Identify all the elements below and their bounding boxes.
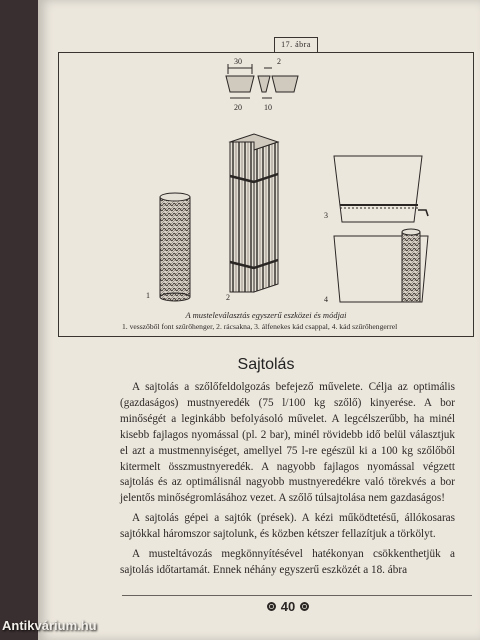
section-heading: Sajtolás <box>237 356 295 373</box>
slat-profile-drawing <box>226 64 298 98</box>
part-number-3: 3 <box>324 211 328 220</box>
part-number-2: 2 <box>226 293 230 302</box>
watermark: Antikvárium.hu <box>2 618 97 633</box>
vat-with-filter-cylinder <box>334 229 428 302</box>
page-number-block <box>258 598 318 614</box>
paragraph: A musteltávozás megkönnyítésével hatékonyan csökkenthetjük a sajtolás időtartamát. Ennek néhány egyszerű eszközét a 18. ábra <box>120 548 455 576</box>
part-number-4: 4 <box>324 295 328 304</box>
footer-rule <box>122 595 472 596</box>
dim-20: 20 <box>234 103 242 112</box>
dim-30: 30 <box>234 57 242 66</box>
slatted-shaft <box>230 134 278 292</box>
dim-10: 10 <box>264 103 272 112</box>
paragraph: A sajtolás gépei a sajtók (prések). A kézi működtetésű, állókosaras sajtókkal háromszor sajtolunk, és közben kétszer fellazítjuk a törkölyt. <box>120 512 455 541</box>
figure-label: 17. ábra <box>274 37 318 53</box>
page-number: 40 <box>280 598 296 614</box>
ornament-icon <box>300 602 309 611</box>
dim-2: 2 <box>277 57 281 66</box>
vat-with-false-bottom <box>334 156 428 222</box>
section-body <box>120 380 455 579</box>
part-number-1: 1 <box>146 291 150 300</box>
figure-caption-parts: 1. vesszőből font szűrőhenger, 2. rácsakna, 3. álfenekes kád csappal, 4. kád szűrőhengerrel <box>122 322 398 331</box>
woven-filter-cylinder <box>160 193 190 301</box>
paragraph: A sajtolás a szőlőfeldolgozás befejező művelete. Célja az optimális (gazdaságos) mustnyeredék (75 l/100 kg szőlő) kinyerése. A bor minőségét a leginkább befolyásoló művelet. A legcélszerűbb, ha minél kisebb fajlagos nyomással (pl. 2 bar), minél rövidebb idő belül választjuk el azt a mustmennyiséget, amellyel 75 l-re egészül ki a 100 kg szőlőből kitermelt összmustnyeredék. A nagyobb fajlagos nyomással végzett sajtolás és az optimálisnál nagyobb mustnyeredékre való törekvés a bor jelentős minőségromlásához vezet. A szőlő túlsajtolása nem gazdaságos! <box>120 381 455 505</box>
figure-illustration <box>58 52 474 337</box>
figure-caption-title: A musteleválasztás egyszerű eszközei és módjai <box>185 310 347 320</box>
ornament-icon <box>267 602 276 611</box>
